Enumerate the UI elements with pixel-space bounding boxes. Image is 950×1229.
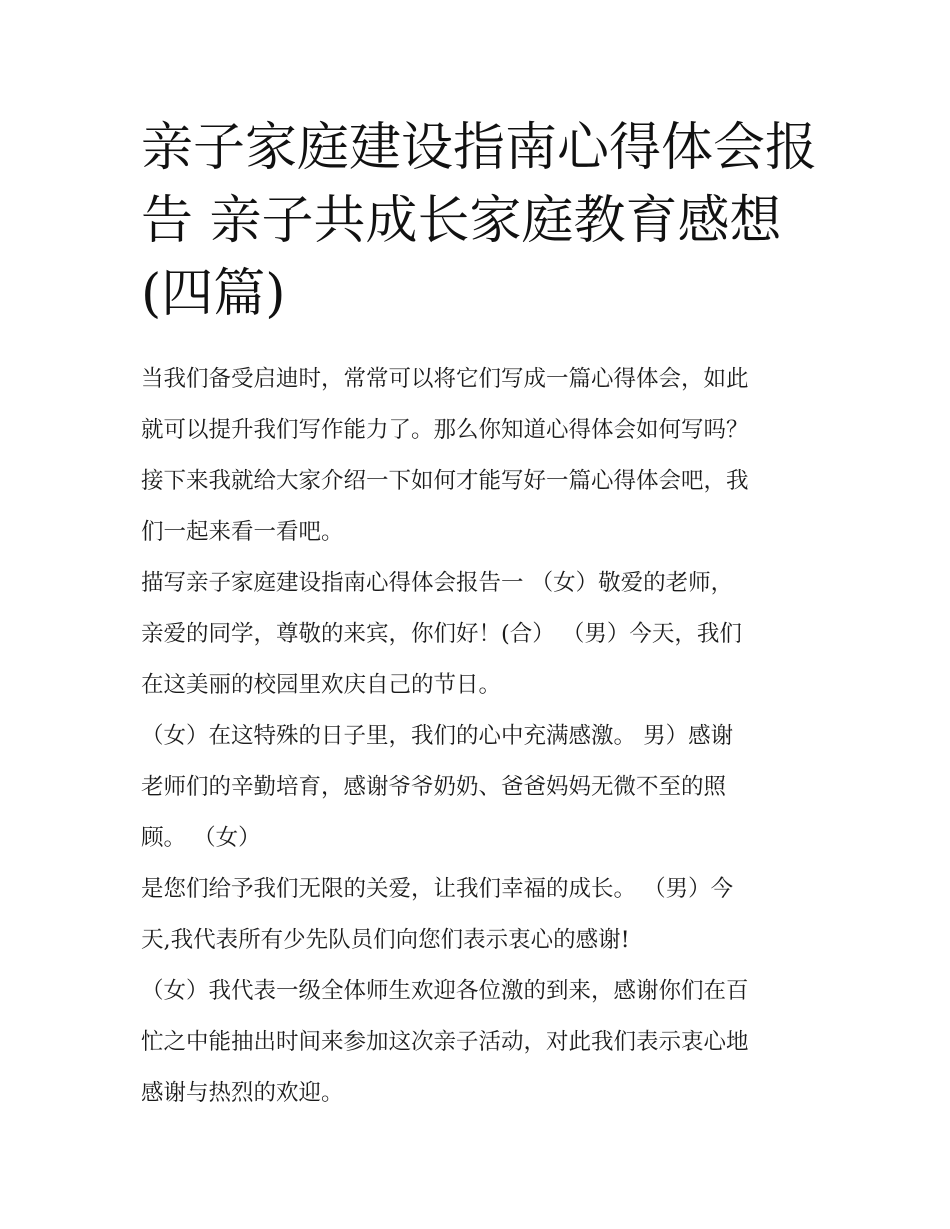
- body-line: （女）我代表一级全体师生欢迎各位激的到来，感谢你们在百: [141, 978, 749, 1004]
- body-line: 是您们给予我们无限的关爱，让我们幸福的成长。 （男）今: [141, 876, 734, 902]
- body-line: 描写亲子家庭建设指南心得体会报告一 （女）敬爱的老师，: [141, 570, 734, 596]
- body-line: 顾。 （女）: [141, 825, 261, 851]
- body-line: （女）在这特殊的日子里，我们的心中充满感激。 男）感谢: [141, 723, 734, 749]
- document-body: [141, 354, 821, 1119]
- body-line: 们一起来看一看吧。: [141, 519, 344, 545]
- body-line: 在这美丽的校园里欢庆自己的节日。: [141, 672, 502, 698]
- body-line: 亲爱的同学，尊敬的来宾，你们好！(合） （男）今天，我们: [141, 621, 742, 647]
- title-line: 亲子家庭建设指南心得体会报: [141, 118, 818, 178]
- body-line: 感谢与热烈的欢迎。: [141, 1080, 344, 1106]
- body-line: 天,我代表所有少先队员们向您们表示衷心的感谢!: [141, 927, 630, 953]
- body-line: 忙之中能抽出时间来参加这次亲子活动，对此我们表示衷心地: [141, 1029, 749, 1055]
- title-line: (四篇): [141, 264, 286, 324]
- body-line: 接下来我就给大家介绍一下如何才能写好一篇心得体会吧，我: [141, 468, 749, 494]
- document-title: [141, 112, 821, 331]
- body-line: 就可以提升我们写作能力了。那么你知道心得体会如何写吗？: [141, 417, 749, 443]
- body-line: 老师们的辛勤培育，感谢爷爷奶奶、爸爸妈妈无微不至的照: [141, 774, 727, 800]
- title-line: 告 亲子共成长家庭教育感想: [141, 191, 782, 251]
- body-line: 当我们备受启迪时，常常可以将它们写成一篇心得体会，如此: [141, 366, 749, 392]
